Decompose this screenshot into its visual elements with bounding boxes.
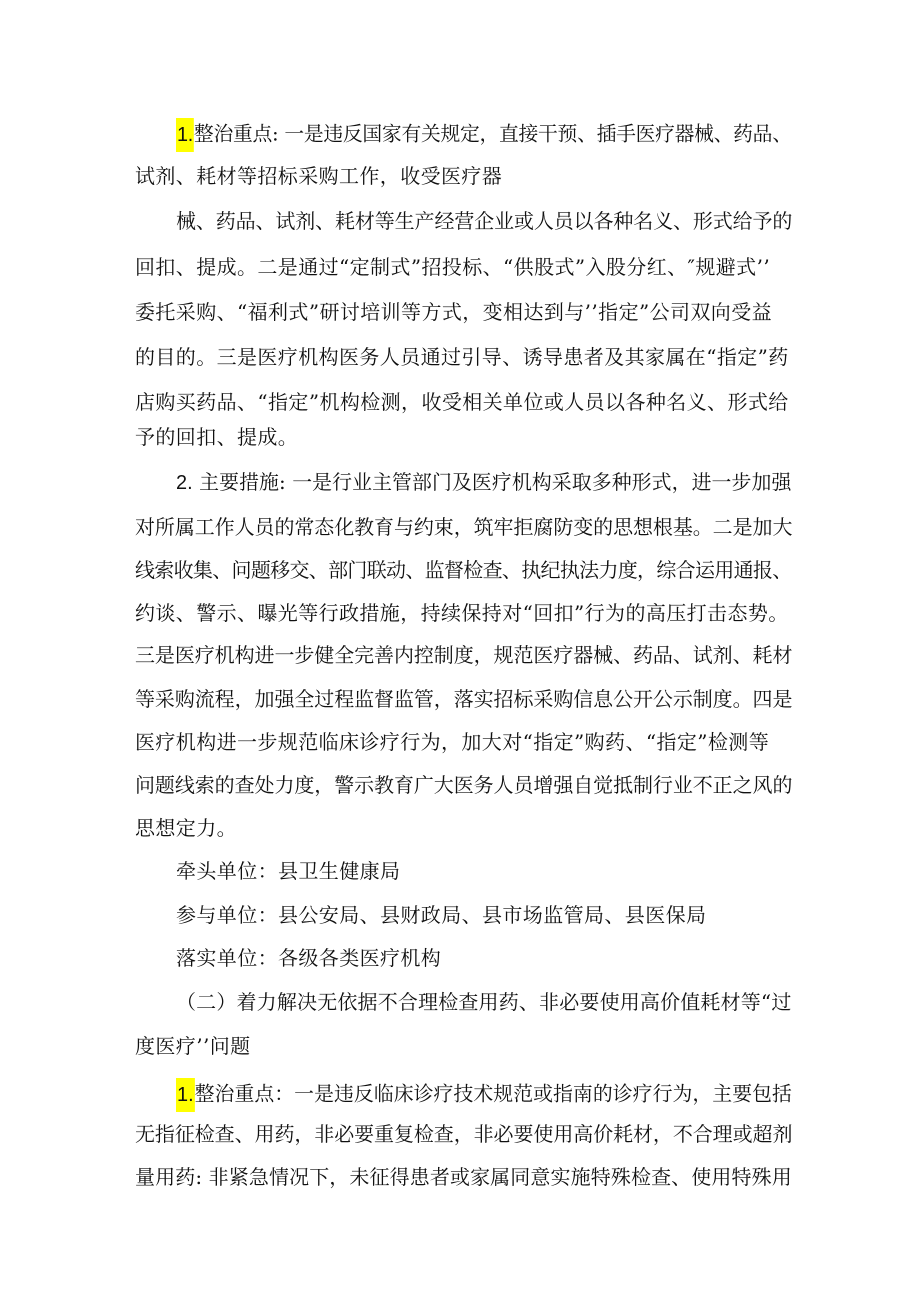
para4-line1: 1.整治重点：一是违反临床诊疗技术规范或指南的诊疗行为，主要包括 (176, 1078, 792, 1102)
para2-line6: 予的回扣、提成。 (135, 425, 299, 449)
para2-line1: 械、药品、试剂、耗材等生产经营企业或人员以各种名义、形式给予的 (176, 209, 793, 233)
para2-line2: 回扣、提成。二是通过“定制式”招投标、“供股式”入股分红、″规避式’’ (135, 255, 771, 279)
para2-line4: 的目的。三是医疗机构医务人员通过引导、诱导患者及其家属在“指定”药 (135, 345, 789, 369)
section-heading-line1: （二）着力解决无依据不合理检查用药、非必要使用高价值耗材等“过 (176, 990, 792, 1014)
para3-line4: 约谈、警示、曝光等行政措施，持续保持对“回扣”行为的高压打击态势。 (135, 601, 789, 625)
para3-number: 2. (176, 472, 193, 494)
para4-line3: 量用药: 非紧急情况下，未征得患者或家属同意实施特殊检查、使用特殊用 (135, 1165, 792, 1189)
para4-number-highlight: 1. (176, 1078, 195, 1112)
para1-line2: 试剂、耗材等招标采购工作，收受医疗器 (135, 164, 503, 188)
para1-line1: 1.整治重点: 一是违反国家有关规定，直接干预、插手医疗器械、药品、 (176, 118, 792, 142)
para2-line3: 委托采购、“福利式”研讨培训等方式，变相达到与’’指定”公司双向受益 (135, 300, 772, 324)
para4-line2: 无指征检查、用药，非必要重复检查，非必要使用高价耗材，不合理或超剂 (135, 1122, 793, 1146)
para3-line9: 思想定力。 (135, 816, 237, 840)
para3-line2: 对所属工作人员的常态化教育与约束，筑牢拒腐防变的思想根基。二是加大 (135, 515, 793, 539)
para3-line1: 2. 主要措施: 一是行业主管部门及医疗机构采取多种形式，进一步加强 (176, 470, 792, 494)
para3-line7: 医疗机构进一步规范临床诊疗行为，加大对“指定”购药、“指定”检测等 (135, 730, 770, 754)
section-heading-line2: 度医疗’’问题 (135, 1034, 251, 1058)
lead-unit: 牵头单位：县卫生健康局 (176, 859, 401, 883)
para2-line5: 店购买药品、“指定”机构检测，收受相关单位或人员以各种名义、形式给 (135, 390, 789, 414)
para3-line5: 三是医疗机构进一步健全完善内控制度，规范医疗器械、药品、试剂、耗材 (135, 643, 793, 667)
para3-line8: 问题线索的查处力度，警示教育广大医务人员增强自觉抵制行业不正之风的 (135, 773, 793, 797)
para1-number-highlight: 1. (176, 118, 194, 152)
para3-line3: 线索收集、问题移交、部门联动、监督检查、执纪执法力度，综合运用通报、 (135, 558, 792, 582)
implementing-units: 落实单位：各级各类医疗机构 (176, 946, 442, 970)
para3-line6: 等采购流程，加强全过程监督监管，落实招标采购信息公开公示制度。四是 (135, 687, 793, 711)
participant-units: 参与单位：县公安局、县财政局、县市场监管局、县医保局 (176, 903, 707, 927)
